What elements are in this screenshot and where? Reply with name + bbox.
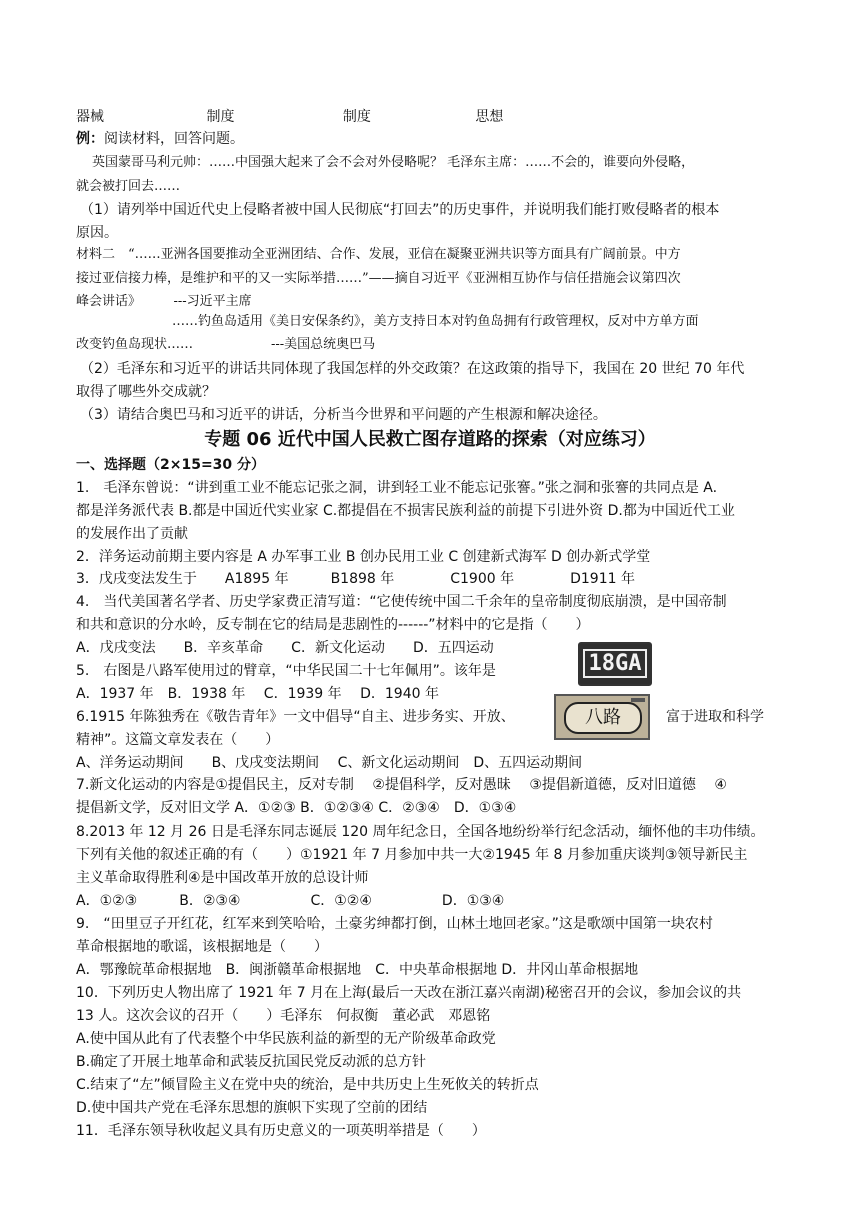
- option-line: D.使中国共产党在毛泽东思想的旗帜下实现了空前的团结: [76, 1100, 428, 1116]
- section-title: 专题 06 近代中国人民救亡图存道路的探索（对应练习）: [204, 429, 656, 450]
- question-line: 1. 毛泽东曾说：“讲到重工业不能忘记张之洞，讲到轻工业不能忘记张謇。”张之洞和张謇的共同点是 A.: [76, 480, 718, 496]
- armband-mark: [631, 698, 645, 702]
- question-line: 的发展作出了贡献: [76, 526, 188, 542]
- question-line: 和共和意识的分水岭，反专制在它的结局是悲剧性的------”材料中的它是指（ ）: [76, 617, 590, 633]
- material-2-line: 材料二 “……亚洲各国要推动全亚洲团结、合作、发展，亚信在凝聚亚洲共识等方面具有广阔前景。中方: [76, 247, 681, 262]
- option-line: C.结束了“左”倾冒险主义在党中央的统治，是中共历史上生死攸关的转折点: [76, 1077, 539, 1093]
- top-row-item: 制度: [206, 109, 235, 125]
- options-line: A．戊戌变法 B．辛亥革命 C．新文化运动 D．五四运动: [76, 640, 494, 656]
- question-line: 5. 右图是八路军使用过的臂章，“中华民国二十七年佩用”。该年是: [76, 663, 496, 679]
- question-line: （1）请列举中国近代史上侵略者被中国人民彻底“打回去”的历史事件，并说明我们能打败侵略者的根本: [80, 202, 720, 218]
- top-row-item: 思想: [475, 109, 504, 125]
- material-2-line: 峰会讲话》 ---习近平主席: [76, 294, 252, 309]
- armband-photo-top: [578, 642, 652, 686]
- question-line: 都是洋务派代表 B.都是中国近代实业家 C.都提倡在不损害民族利益的前提下引进外资 D.都为中国近代工业: [76, 503, 735, 519]
- options-line: A．1937 年 B．1938 年 C．1939 年 D．1940 年: [76, 686, 439, 702]
- question-line: 下列有关他的叙述正确的有（ ）①1921 年 7 月参加中共一大②1945 年 8 月参加重庆谈判③领导新民主: [76, 847, 748, 863]
- options-line: A、洋务运动期间 B、戊戌变法期间 C、新文化运动期间 D、五四运动期间: [76, 755, 583, 771]
- question-line: 7.新文化运动的内容是①提倡民主，反对专制 ②提倡科学，反对愚昧 ③提倡新道德，反对旧道德 ④: [76, 777, 727, 793]
- section-heading: 一、选择题（2×15=30 分）: [76, 457, 266, 473]
- question-line: 8.2013 年 12 月 26 日是毛泽东同志诞辰 120 周年纪念日，全国各地纷纷举行纪念活动，缅怀他的丰功伟绩。: [76, 824, 765, 840]
- question-line: 9. “田里豆子开红花，红军来到笑哈哈，土豪劣绅都打倒，山林土地回老家。”这是歌颂中国第一块农村: [76, 916, 713, 932]
- question-line: 2．洋务运动前期主要内容是 A 办军事工业 B 创办民用工业 C 创建新式海军 D 创办新式学堂: [76, 549, 651, 565]
- example-label: 例：: [76, 131, 104, 147]
- question-line: 6.1915 年陈独秀在《敬告青年》一文中倡导“自主、进步务实、开放、: [76, 709, 515, 725]
- material-1-line: 英国蒙哥马利元帅：……中国强大起来了会不会对外侵略呢？ 毛泽东主席：……不会的，谁要向外侵略，: [92, 155, 695, 170]
- question-line: 10．下列历史人物出席了 1921 年 7 月在上海(最后一天改在浙江嘉兴南湖)秘密召开的会议，参加会议的共: [76, 985, 742, 1001]
- question-line: 3．戊戌变法发生于 A1895 年 B1898 年 C1900 年 D1911 年: [76, 571, 635, 587]
- top-row: [76, 108, 786, 126]
- example-intro-text: 阅读材料，回答问题。: [104, 131, 244, 147]
- top-row-item: 器械: [76, 109, 104, 125]
- material-1-line: 就会被打回去……: [76, 179, 181, 194]
- top-row-item: 制度: [342, 109, 371, 125]
- question-line: 富于进取和科学: [666, 709, 764, 725]
- question-line: 主义革命取得胜利④是中国改革开放的总设计师: [76, 870, 369, 886]
- question-line: 11．毛泽东领导秋收起义具有历史意义的一项英明举措是（ ）: [76, 1123, 486, 1139]
- armband-top-text: 18GA: [583, 649, 648, 678]
- question-line: 取得了哪些外交成就？: [76, 384, 216, 400]
- material-2-line: 接过亚信接力棒，是维护和平的又一实际举措……”——摘自习近平《亚洲相互协作与信任措施会议第四次: [76, 271, 681, 286]
- material-3-line: ……钓鱼岛适用《美日安保条约》，美方支持日本对钓鱼岛拥有行政管理权，反对中方单方面: [172, 314, 699, 329]
- question-line: 4. 当代美国著名学者、历史学家费正清写道：“它使传统中国二千余年的皇帝制度彻底崩溃，是中国帝制: [76, 594, 727, 610]
- question-line: 精神”。这篇文章发表在（ ）: [76, 732, 280, 748]
- options-line: A．①②③ B．②③④ C．①②④ D．①③④: [76, 893, 505, 909]
- armband-photo-bottom: [554, 694, 650, 740]
- example-intro: [76, 130, 786, 148]
- material-3-line: 改变钓鱼岛现状…… ---美国总统奥巴马: [76, 337, 376, 352]
- armband-bottom-text: 八路: [564, 702, 642, 734]
- question-line: （2）毛泽东和习近平的讲话共同体现了我国怎样的外交政策？在这政策的指导下，我国在 20 世纪 70 年代: [80, 361, 745, 377]
- options-line: A．鄂豫皖革命根据地 B．闽浙赣革命根据地 C．中央革命根据地 D．井冈山革命根据地: [76, 962, 639, 978]
- option-line: A.使中国从此有了代表整个中华民族利益的新型的无产阶级革命政党: [76, 1031, 496, 1047]
- question-line: 革命根据地的歌谣，该根据地是（ ）: [76, 939, 328, 955]
- question-line: 原因。: [76, 225, 118, 241]
- option-line: B.确定了开展土地革命和武装反抗国民党反动派的总方针: [76, 1054, 427, 1070]
- question-line: 提倡新文学，反对旧文学 A．①②③ B．①②③④ C．②③④ D．①③④: [76, 800, 517, 816]
- question-line: 13 人。这次会议的召开（ ）毛泽东 何叔衡 董必武 邓恩铭: [76, 1008, 491, 1024]
- question-line: （3）请结合奥巴马和习近平的讲话，分析当今世界和平问题的产生根源和解决途径。: [80, 407, 607, 423]
